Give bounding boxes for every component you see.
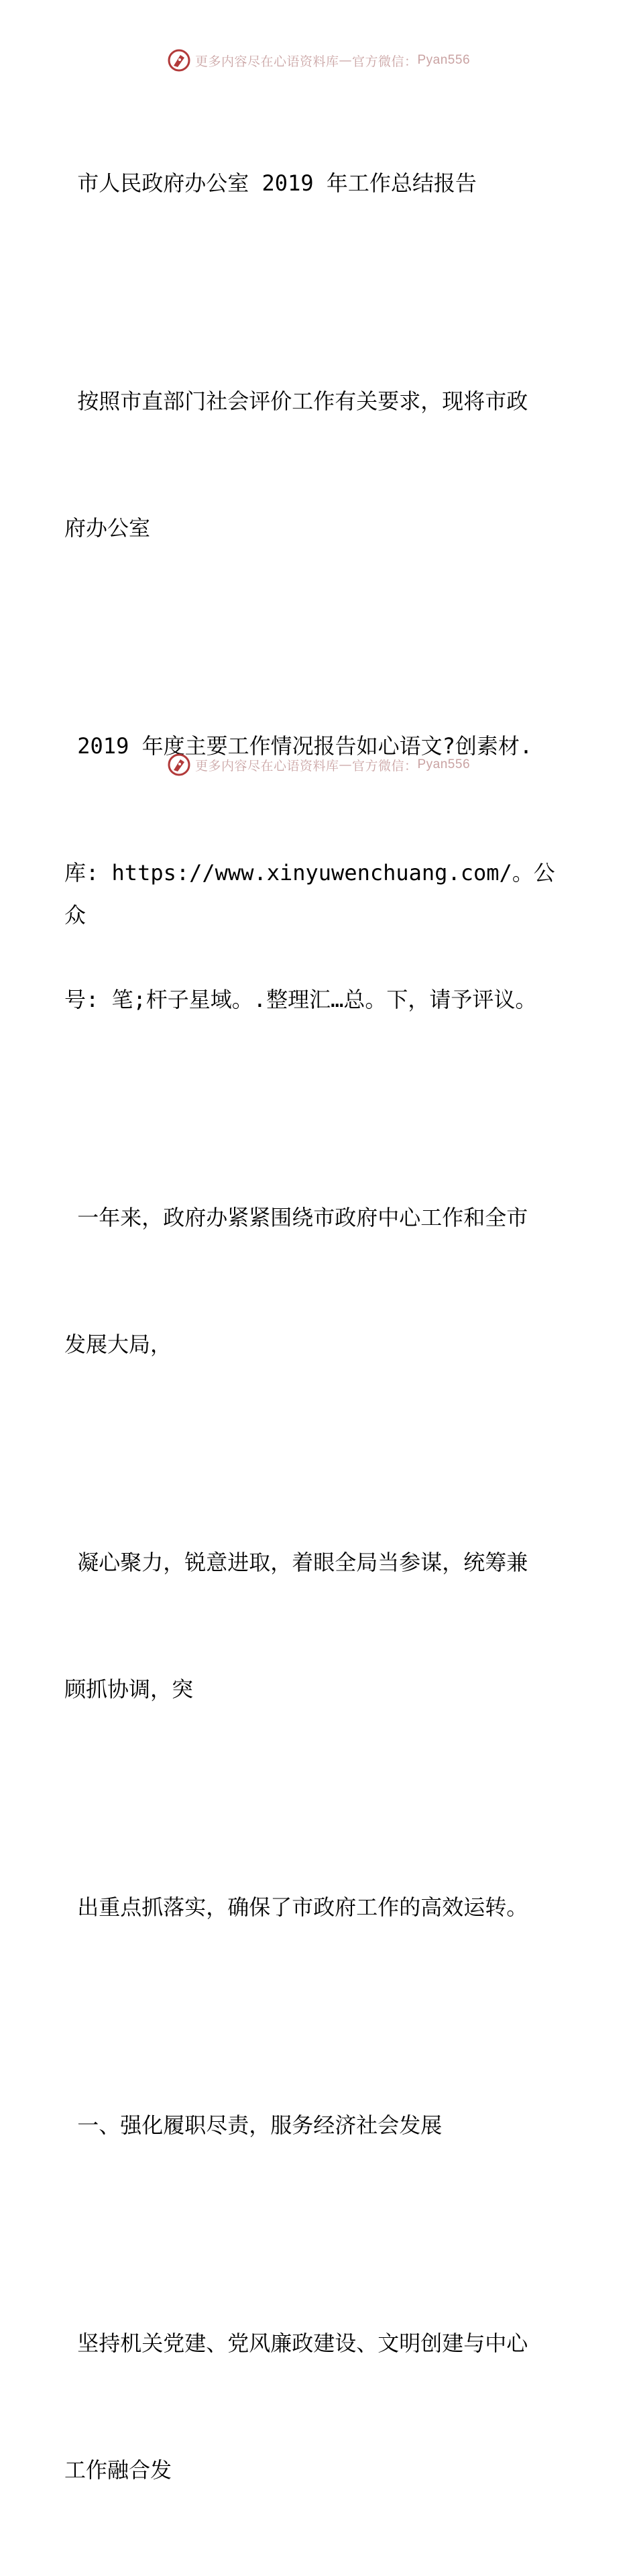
banner-wechat-label: 官方微信： — [351, 758, 418, 773]
footer-banner — [0, 751, 637, 778]
banner-wechat-label: 官方微信： — [351, 54, 418, 69]
header-banner — [0, 47, 637, 74]
paragraph — [64, 1112, 561, 1450]
paragraph-line: 号: 笔;杆子星域。.整理汇…总。下，请予评议。 — [64, 987, 537, 1012]
paragraph-line: 发展大局， — [64, 1332, 172, 1357]
paragraph-line: 2019 年度主要工作情况报告如心语文?创素材. — [64, 733, 533, 759]
document-body — [64, 78, 561, 2576]
paragraph-line: 工作融合发 — [64, 2457, 172, 2483]
paragraph-line: 库: https://www.xinyuwenchuang.com/。公众 — [64, 860, 555, 928]
paragraph — [64, 1802, 561, 2013]
pen-nib-circle-icon — [167, 753, 191, 777]
banner-dash: — — [339, 757, 352, 772]
banner-main-text: 更多内容尽在心语资料库 — [194, 54, 339, 69]
paragraph-line: 一年来，政府办紧紧围绕市政府中心工作和全市 — [64, 1205, 528, 1230]
paragraph-line: 一、强化履职尽责，服务经济社会发展 — [64, 2112, 443, 2138]
banner-main-text: 更多内容尽在心语资料库 — [194, 758, 339, 773]
section-heading — [64, 2020, 561, 2231]
title-line: 市人民政府办公室 2019 年工作总结报告 — [64, 170, 477, 196]
paragraph — [64, 641, 561, 1106]
paragraph-line: 出重点抓落实，确保了市政府工作的高效运转。 — [64, 1894, 528, 1920]
paragraph-line: 府办公室 — [64, 515, 151, 541]
document-title — [64, 78, 561, 289]
banner-wechat-id: Pyan556 — [417, 53, 471, 67]
paragraph — [64, 2238, 561, 2576]
pen-nib-circle-icon — [167, 48, 191, 72]
paragraph-line: 顾抓协调，突 — [64, 1676, 194, 1702]
paragraph-line: 坚持机关党建、党风廉政建设、文明创建与中心 — [64, 2330, 528, 2356]
banner-dash: — — [339, 53, 352, 68]
banner-wechat-id: Pyan556 — [417, 757, 471, 771]
paragraph-line: 凝心聚力，锐意进取，着眼全局当参谋，统筹兼 — [64, 1550, 528, 1575]
paragraph-line: 按照市直部门社会评价工作有关要求，现将市政 — [64, 388, 528, 414]
paragraph — [64, 1457, 561, 1795]
paragraph — [64, 296, 561, 634]
